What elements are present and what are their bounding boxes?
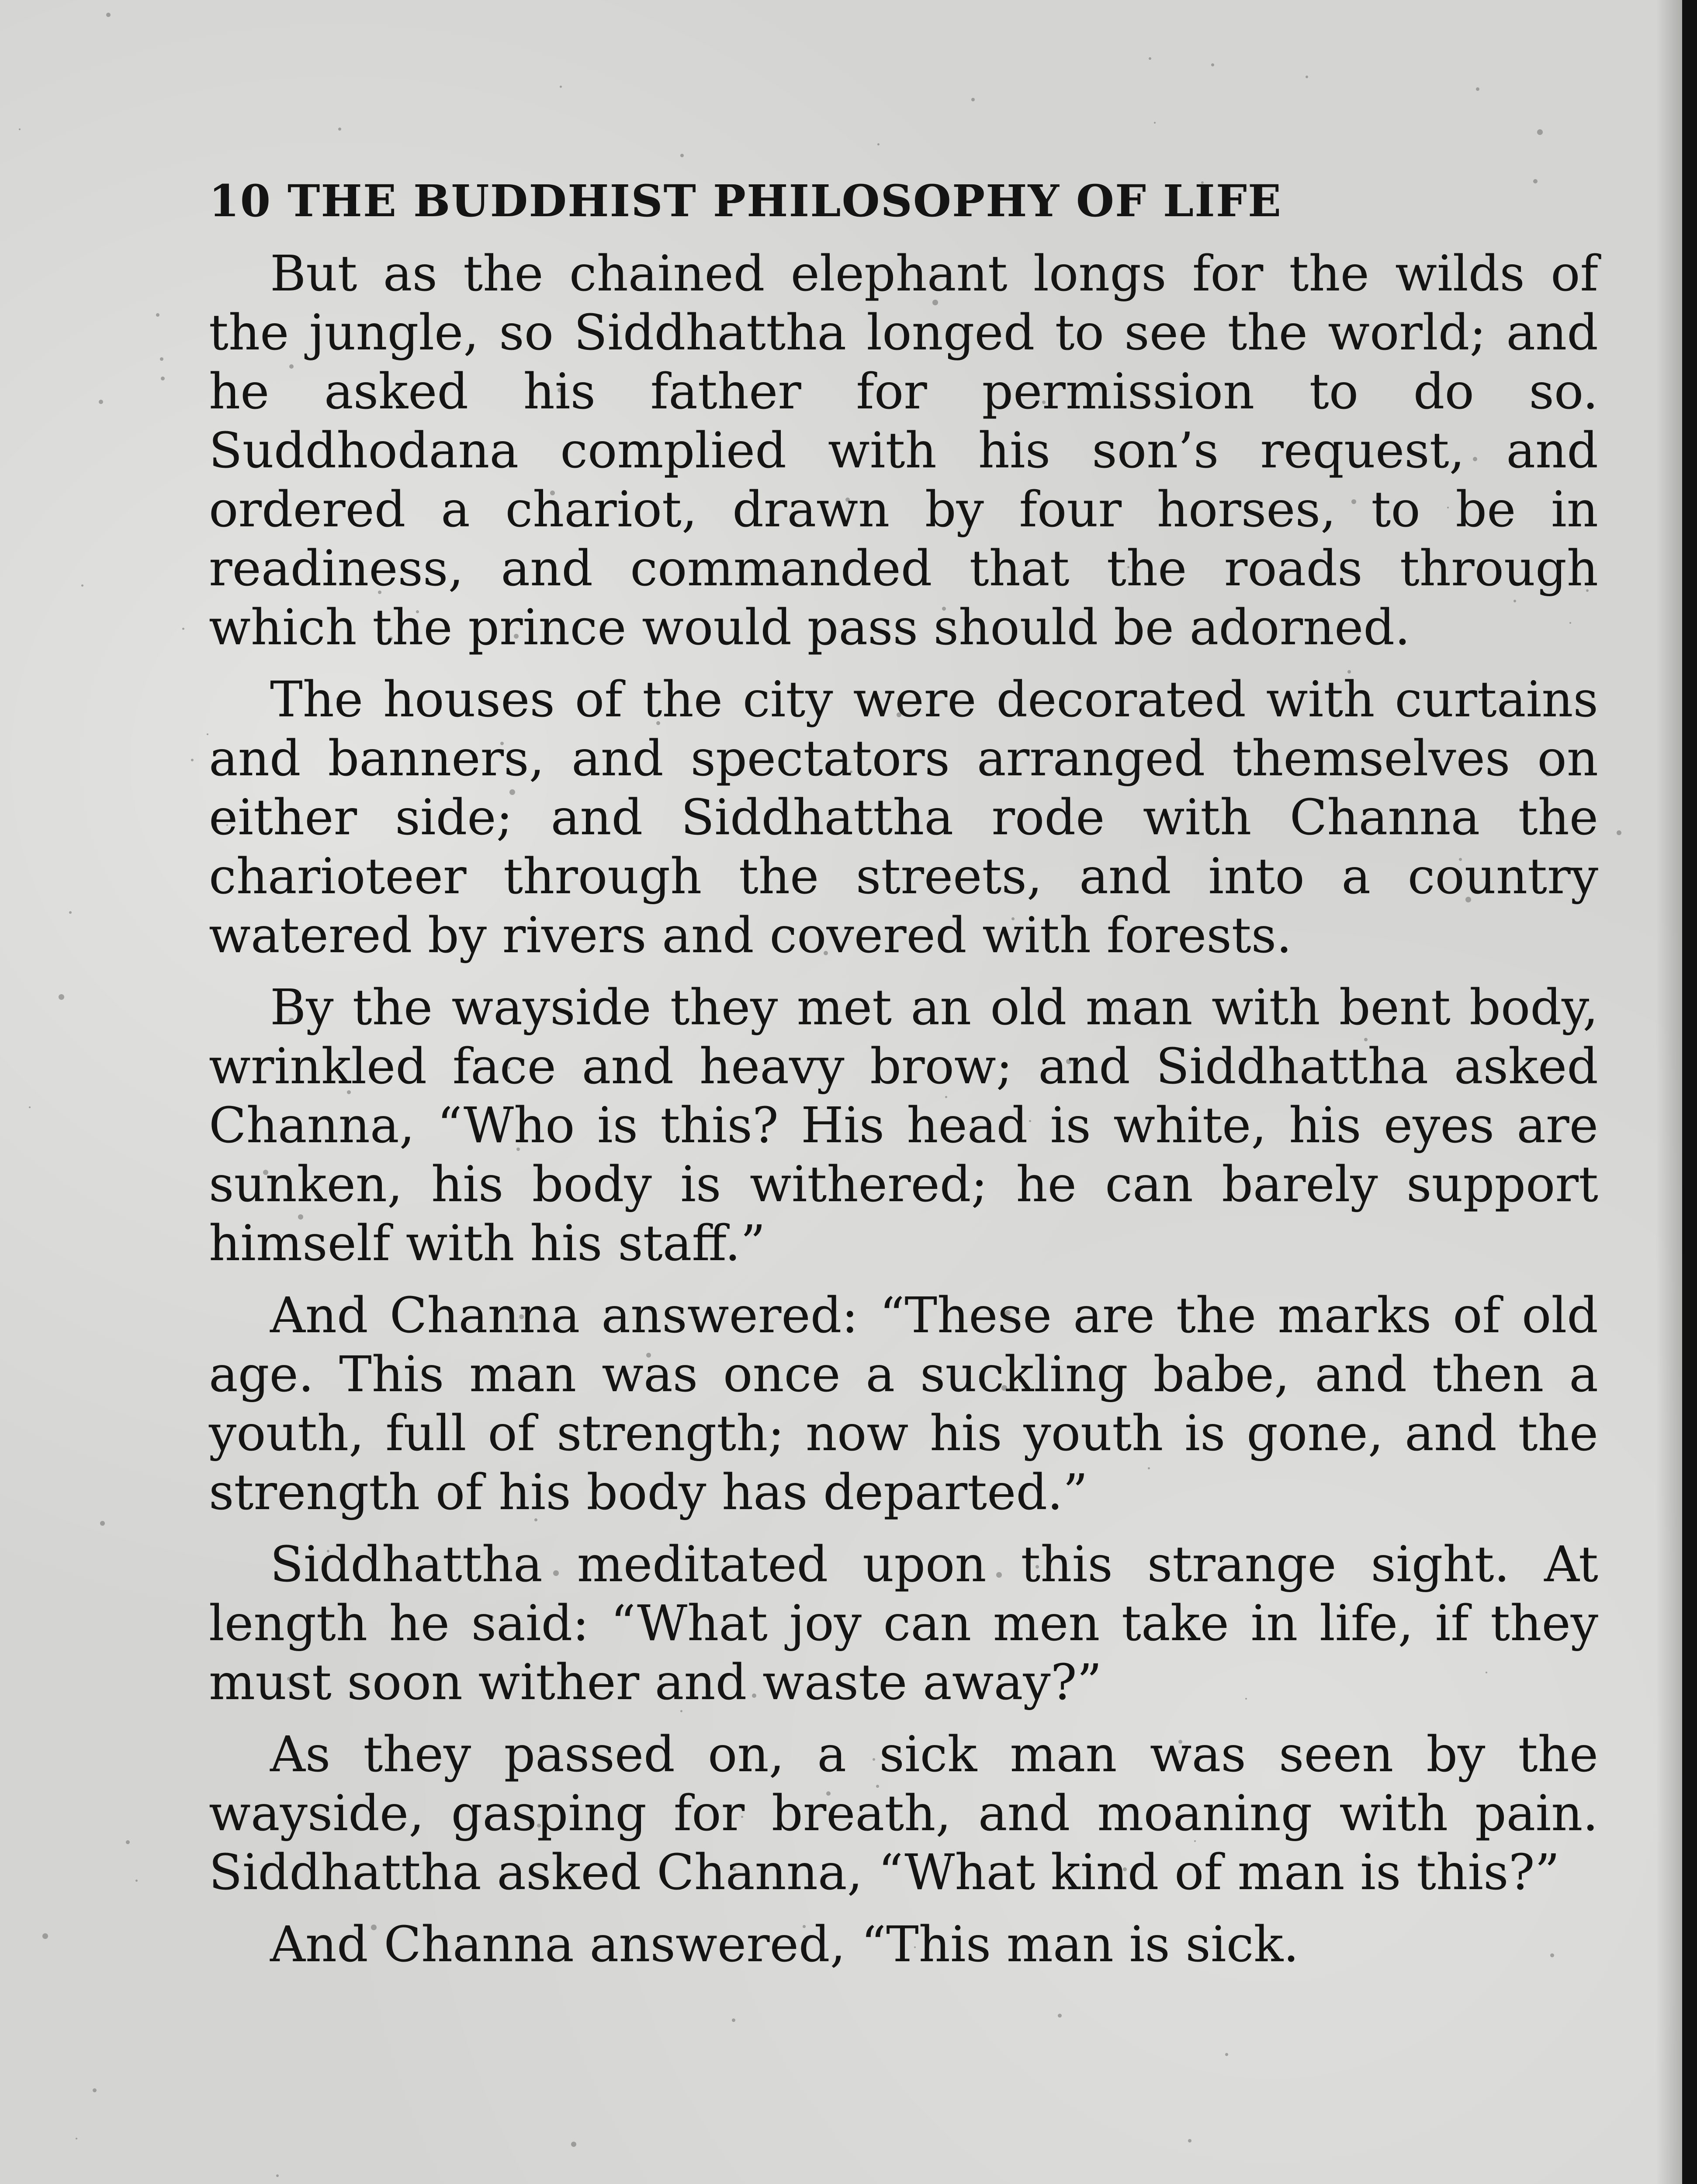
paper-speck — [182, 628, 184, 630]
paper-speck — [1058, 2014, 1062, 2018]
running-head: 10 THE BUDDHIST PHILOSOPHY OF LIFE — [209, 175, 1282, 227]
paper-speck — [191, 759, 194, 761]
paper-speck — [276, 2174, 279, 2177]
paper-speck — [732, 2018, 735, 2022]
paper-speck — [1188, 2139, 1191, 2143]
paper-speck — [69, 911, 72, 914]
paragraph-1: But as the chained elephant longs for the wilds of the jungle, so Siddhattha longed to see the world; and he asked his father for permission to do so. Suddhodana complied with his son’s request, and ordered a chariot, drawn by four horses, to be in readiness, and commanded that the roads through which the prince would pass should be adorned. — [209, 245, 1598, 656]
paper-speck — [100, 1521, 105, 1526]
paragraph-6: As they passed on, a sick man was seen by the wayside, gasping for breath, and moaning with pain. Siddhattha asked Channa, “What kind of man is this?” — [209, 1726, 1598, 1901]
paper-speck — [160, 357, 163, 361]
page-edge-border — [1682, 0, 1697, 2184]
paper-speck — [19, 128, 21, 130]
paper-speck — [93, 2088, 97, 2092]
paper-speck — [877, 143, 880, 145]
paper-speck — [76, 2138, 77, 2139]
paragraph-3: By the wayside they met an old man with bent body, wrinkled face and heavy brow; and Siddhattha asked Channa, “Who is this? His head is white, his eyes are sunken, his body is withered; he can barely support himself with his staff.” — [209, 979, 1598, 1272]
paper-speck — [338, 128, 341, 131]
paper-speck — [571, 2142, 576, 2147]
paragraph-4: And Channa answered: “These are the marks of old age. This man was once a suckling babe, and then a youth, full of strength; now his youth is gone, and the strength of his body has departed.” — [209, 1287, 1598, 1521]
paper-speck — [81, 584, 83, 587]
paper-speck — [126, 1840, 130, 1844]
paper-speck — [1306, 76, 1308, 78]
paper-speck — [207, 733, 208, 735]
paper-speck — [29, 1106, 31, 1108]
paper-speck — [1149, 57, 1151, 60]
paper-speck — [42, 1933, 48, 1939]
paragraph-5: Siddhattha meditated upon this strange sight. At length he said: “What joy can men take in life, if they must soon wither and waste away?” — [209, 1536, 1598, 1711]
paper-speck — [1225, 2053, 1228, 2056]
paper-speck — [1537, 129, 1543, 135]
paper-speck — [1211, 63, 1214, 66]
paper-speck — [161, 377, 165, 380]
paper-speck — [971, 98, 975, 101]
paper-speck — [106, 13, 111, 17]
paper-speck — [135, 1880, 138, 1882]
paper-speck — [1617, 830, 1621, 835]
page-content — [209, 166, 1598, 1987]
paragraph-2: The houses of the city were decorated with curtains and banners, and spectators arranged themselves on either side; and Siddhattha rode with Channa the charioteer through the streets, and into a country watered by rivers and covered with forests. — [209, 671, 1598, 964]
paragraph-7: And Channa answered, “This man is sick. — [270, 1916, 1299, 1973]
paper-speck — [59, 994, 64, 1000]
paper-speck — [1476, 87, 1479, 91]
paper-speck — [99, 400, 103, 404]
paper-speck — [680, 154, 684, 157]
paper-speck — [560, 86, 562, 88]
page-gutter-shadow — [1656, 0, 1682, 2184]
paper-speck — [156, 313, 159, 317]
paper-speck — [1154, 122, 1156, 124]
